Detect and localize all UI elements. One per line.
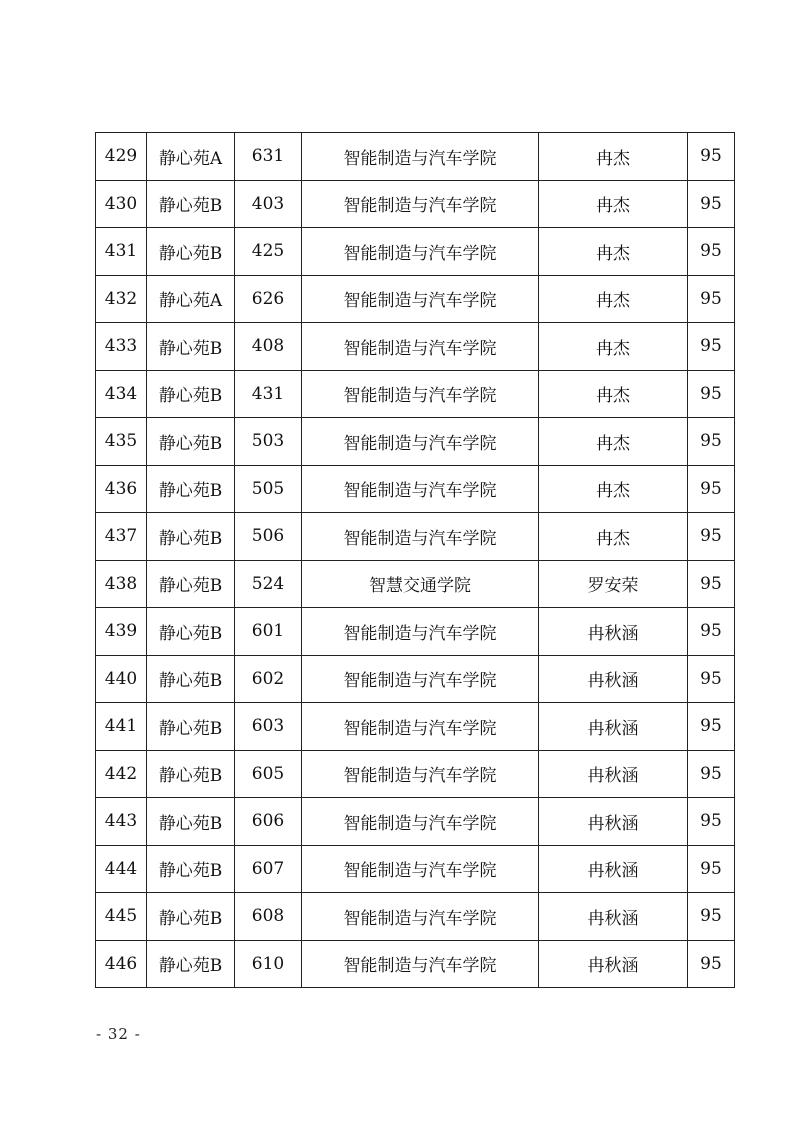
row-number-cell: 435 — [96, 418, 147, 466]
table-body — [96, 133, 735, 988]
row-number-cell: 443 — [96, 798, 147, 846]
row-number-cell: 445 — [96, 893, 147, 941]
college-cell: 智能制造与汽车学院 — [302, 750, 539, 798]
score-cell: 95 — [688, 655, 735, 703]
building-cell: 静心苑B — [147, 845, 235, 893]
counselor-cell: 冉杰 — [539, 465, 688, 513]
college-cell: 智能制造与汽车学院 — [302, 608, 539, 656]
row-number-cell: 438 — [96, 560, 147, 608]
college-cell: 智能制造与汽车学院 — [302, 323, 539, 371]
room-number-cell: 608 — [235, 893, 302, 941]
score-cell: 95 — [688, 370, 735, 418]
building-cell: 静心苑B — [147, 608, 235, 656]
table-row — [96, 323, 735, 371]
room-number-cell: 425 — [235, 228, 302, 276]
row-number-cell: 431 — [96, 228, 147, 276]
row-number-cell: 442 — [96, 750, 147, 798]
counselor-cell: 罗安荣 — [539, 560, 688, 608]
counselor-cell: 冉秋涵 — [539, 893, 688, 941]
room-number-cell: 431 — [235, 370, 302, 418]
college-cell: 智能制造与汽车学院 — [302, 798, 539, 846]
row-number-cell: 430 — [96, 180, 147, 228]
score-cell: 95 — [688, 608, 735, 656]
row-number-cell: 434 — [96, 370, 147, 418]
college-cell: 智能制造与汽车学院 — [302, 655, 539, 703]
college-cell: 智能制造与汽车学院 — [302, 465, 539, 513]
score-cell: 95 — [688, 560, 735, 608]
row-number-cell: 439 — [96, 608, 147, 656]
room-number-cell: 610 — [235, 940, 302, 988]
counselor-cell: 冉秋涵 — [539, 798, 688, 846]
building-cell: 静心苑B — [147, 180, 235, 228]
counselor-cell: 冉秋涵 — [539, 703, 688, 751]
dormitory-score-table — [95, 132, 735, 988]
counselor-cell: 冉杰 — [539, 323, 688, 371]
table-row — [96, 275, 735, 323]
row-number-cell: 429 — [96, 133, 147, 181]
building-cell: 静心苑A — [147, 133, 235, 181]
college-cell: 智能制造与汽车学院 — [302, 275, 539, 323]
building-cell: 静心苑B — [147, 513, 235, 561]
counselor-cell: 冉秋涵 — [539, 940, 688, 988]
counselor-cell: 冉杰 — [539, 275, 688, 323]
building-cell: 静心苑B — [147, 893, 235, 941]
row-number-cell: 437 — [96, 513, 147, 561]
table-row — [96, 133, 735, 181]
college-cell: 智能制造与汽车学院 — [302, 513, 539, 561]
row-number-cell: 444 — [96, 845, 147, 893]
table-row — [96, 655, 735, 703]
room-number-cell: 631 — [235, 133, 302, 181]
score-cell: 95 — [688, 275, 735, 323]
room-number-cell: 408 — [235, 323, 302, 371]
score-cell: 95 — [688, 465, 735, 513]
room-number-cell: 601 — [235, 608, 302, 656]
score-cell: 95 — [688, 750, 735, 798]
room-number-cell: 505 — [235, 465, 302, 513]
score-cell: 95 — [688, 893, 735, 941]
counselor-cell: 冉杰 — [539, 418, 688, 466]
row-number-cell: 436 — [96, 465, 147, 513]
table-row — [96, 513, 735, 561]
score-cell: 95 — [688, 323, 735, 371]
table-row — [96, 370, 735, 418]
row-number-cell: 441 — [96, 703, 147, 751]
score-cell: 95 — [688, 133, 735, 181]
page-number: - 32 - — [96, 1025, 141, 1043]
room-number-cell: 607 — [235, 845, 302, 893]
college-cell: 智慧交通学院 — [302, 560, 539, 608]
room-number-cell: 602 — [235, 655, 302, 703]
room-number-cell: 524 — [235, 560, 302, 608]
college-cell: 智能制造与汽车学院 — [302, 133, 539, 181]
score-cell: 95 — [688, 798, 735, 846]
counselor-cell: 冉杰 — [539, 513, 688, 561]
room-number-cell: 403 — [235, 180, 302, 228]
building-cell: 静心苑B — [147, 323, 235, 371]
room-number-cell: 503 — [235, 418, 302, 466]
college-cell: 智能制造与汽车学院 — [302, 228, 539, 276]
table-row — [96, 845, 735, 893]
table-row — [96, 750, 735, 798]
row-number-cell: 432 — [96, 275, 147, 323]
building-cell: 静心苑B — [147, 370, 235, 418]
room-number-cell: 626 — [235, 275, 302, 323]
counselor-cell: 冉杰 — [539, 370, 688, 418]
college-cell: 智能制造与汽车学院 — [302, 845, 539, 893]
building-cell: 静心苑B — [147, 418, 235, 466]
room-number-cell: 506 — [235, 513, 302, 561]
college-cell: 智能制造与汽车学院 — [302, 418, 539, 466]
score-cell: 95 — [688, 513, 735, 561]
college-cell: 智能制造与汽车学院 — [302, 370, 539, 418]
score-cell: 95 — [688, 940, 735, 988]
college-cell: 智能制造与汽车学院 — [302, 940, 539, 988]
counselor-cell: 冉杰 — [539, 133, 688, 181]
counselor-cell: 冉杰 — [539, 228, 688, 276]
building-cell: 静心苑B — [147, 798, 235, 846]
score-cell: 95 — [688, 845, 735, 893]
room-number-cell: 605 — [235, 750, 302, 798]
table-row — [96, 893, 735, 941]
room-number-cell: 606 — [235, 798, 302, 846]
score-cell: 95 — [688, 228, 735, 276]
building-cell: 静心苑A — [147, 275, 235, 323]
table-row — [96, 703, 735, 751]
counselor-cell: 冉秋涵 — [539, 750, 688, 798]
table-row — [96, 228, 735, 276]
row-number-cell: 440 — [96, 655, 147, 703]
building-cell: 静心苑B — [147, 750, 235, 798]
score-cell: 95 — [688, 703, 735, 751]
college-cell: 智能制造与汽车学院 — [302, 703, 539, 751]
table-row — [96, 180, 735, 228]
counselor-cell: 冉秋涵 — [539, 608, 688, 656]
building-cell: 静心苑B — [147, 655, 235, 703]
row-number-cell: 446 — [96, 940, 147, 988]
building-cell: 静心苑B — [147, 940, 235, 988]
table-row — [96, 560, 735, 608]
college-cell: 智能制造与汽车学院 — [302, 893, 539, 941]
counselor-cell: 冉秋涵 — [539, 655, 688, 703]
table-row — [96, 798, 735, 846]
table-row — [96, 608, 735, 656]
building-cell: 静心苑B — [147, 228, 235, 276]
table-row — [96, 418, 735, 466]
building-cell: 静心苑B — [147, 465, 235, 513]
row-number-cell: 433 — [96, 323, 147, 371]
score-cell: 95 — [688, 418, 735, 466]
score-cell: 95 — [688, 180, 735, 228]
room-number-cell: 603 — [235, 703, 302, 751]
building-cell: 静心苑B — [147, 560, 235, 608]
table-row — [96, 940, 735, 988]
counselor-cell: 冉杰 — [539, 180, 688, 228]
counselor-cell: 冉秋涵 — [539, 845, 688, 893]
table-row — [96, 465, 735, 513]
college-cell: 智能制造与汽车学院 — [302, 180, 539, 228]
building-cell: 静心苑B — [147, 703, 235, 751]
